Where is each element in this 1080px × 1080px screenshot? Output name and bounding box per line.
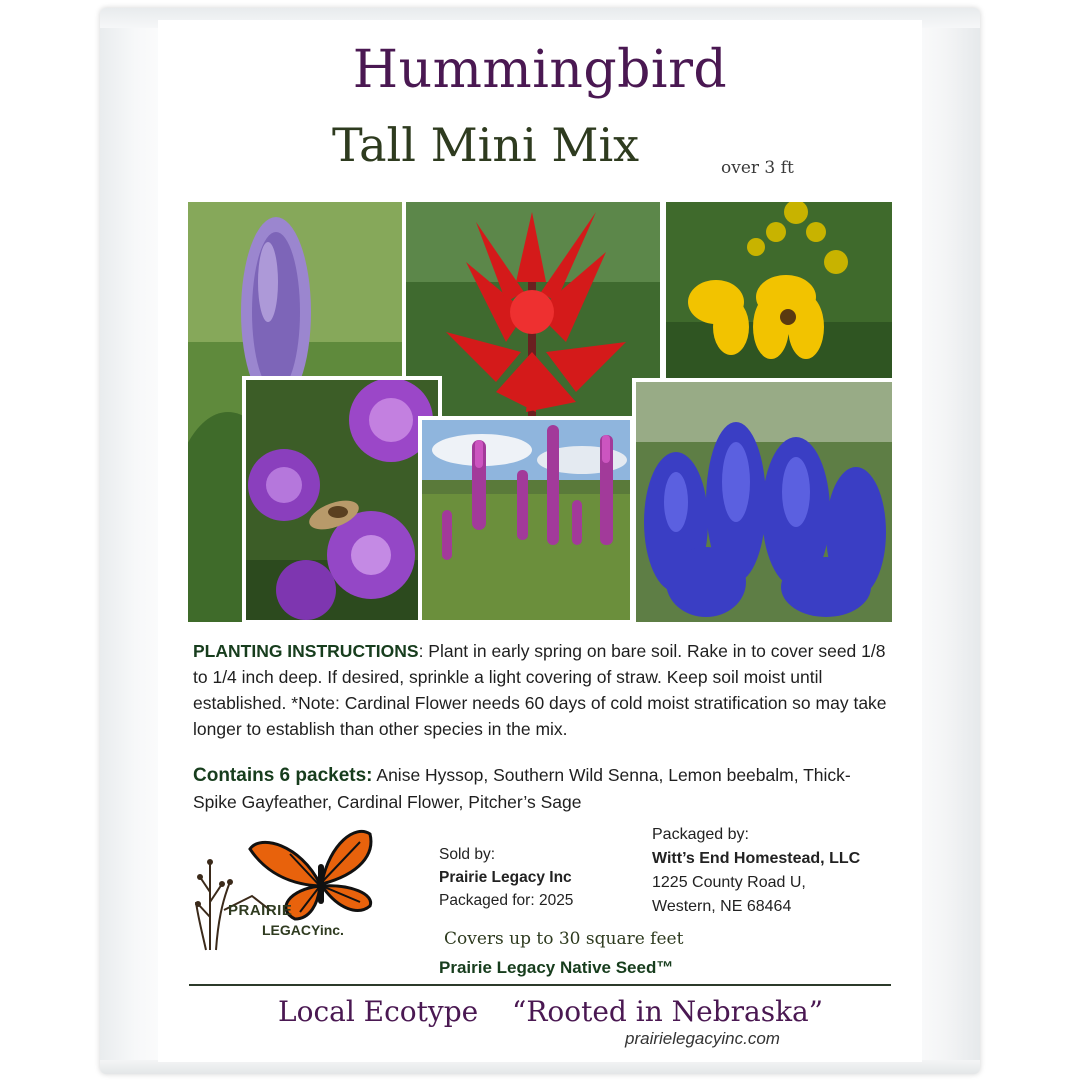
instructions-heading: PLANTING INSTRUCTIONS <box>193 641 419 661</box>
sold-by-block <box>439 843 573 912</box>
planting-instructions <box>193 638 893 742</box>
packaged-by-block <box>652 823 860 919</box>
contents-heading: Contains 6 packets: <box>193 765 373 786</box>
photo-lemon-beebalm <box>246 380 438 620</box>
sold-by-label: Sold by: <box>439 846 496 863</box>
footer-tagline: “Rooted in Nebraska” <box>512 995 824 1028</box>
packager-address-1: 1225 County Road U, <box>652 874 806 891</box>
height-note: over 3 ft <box>721 158 794 178</box>
packaged-for: Packaged for: 2025 <box>439 892 574 909</box>
website-link[interactable]: prairielegacyinc.com <box>625 1029 780 1048</box>
packaged-by-label: Packaged by: <box>652 826 749 843</box>
brand-name: Prairie Legacy Native Seed™ <box>439 958 674 977</box>
footer-ecotype: Local Ecotype <box>278 995 479 1028</box>
coverage-note: Covers up to 30 square feet <box>444 929 684 949</box>
packager-name: Witt’s End Homestead, LLC <box>652 850 861 867</box>
packet-subtitle: Tall Mini Mix <box>332 118 640 172</box>
photo-cardinal-flower <box>406 202 660 420</box>
packager-address-2: Western, NE 68464 <box>652 898 792 915</box>
photo-pitchers-sage <box>636 382 892 622</box>
photo-gayfeather <box>422 420 630 620</box>
packet-title: Hummingbird <box>352 40 728 100</box>
instructions-body: : Plant in early spring on bare soil. Rake in to cover seed 1/8 to 1/4 inch deep. If desired, sprinkle a light covering of straw. Keep soil moist until established. *Note: Cardinal Flower needs 60 days of cold moist stratification so may take longer to establish than other species in the mix. <box>193 641 887 739</box>
logo-line-2: LEGACYinc. <box>262 922 344 938</box>
logo-line-1: PRAIRIE <box>228 902 293 919</box>
footer-divider <box>189 984 891 986</box>
contents-body: Anise Hyssop, Southern Wild Senna, Lemon beebalm, Thick-Spike Gayfeather, Cardinal Flower, Pitcher’s Sage <box>193 765 851 812</box>
seller-name: Prairie Legacy Inc <box>439 869 572 886</box>
contents-list <box>193 762 893 815</box>
